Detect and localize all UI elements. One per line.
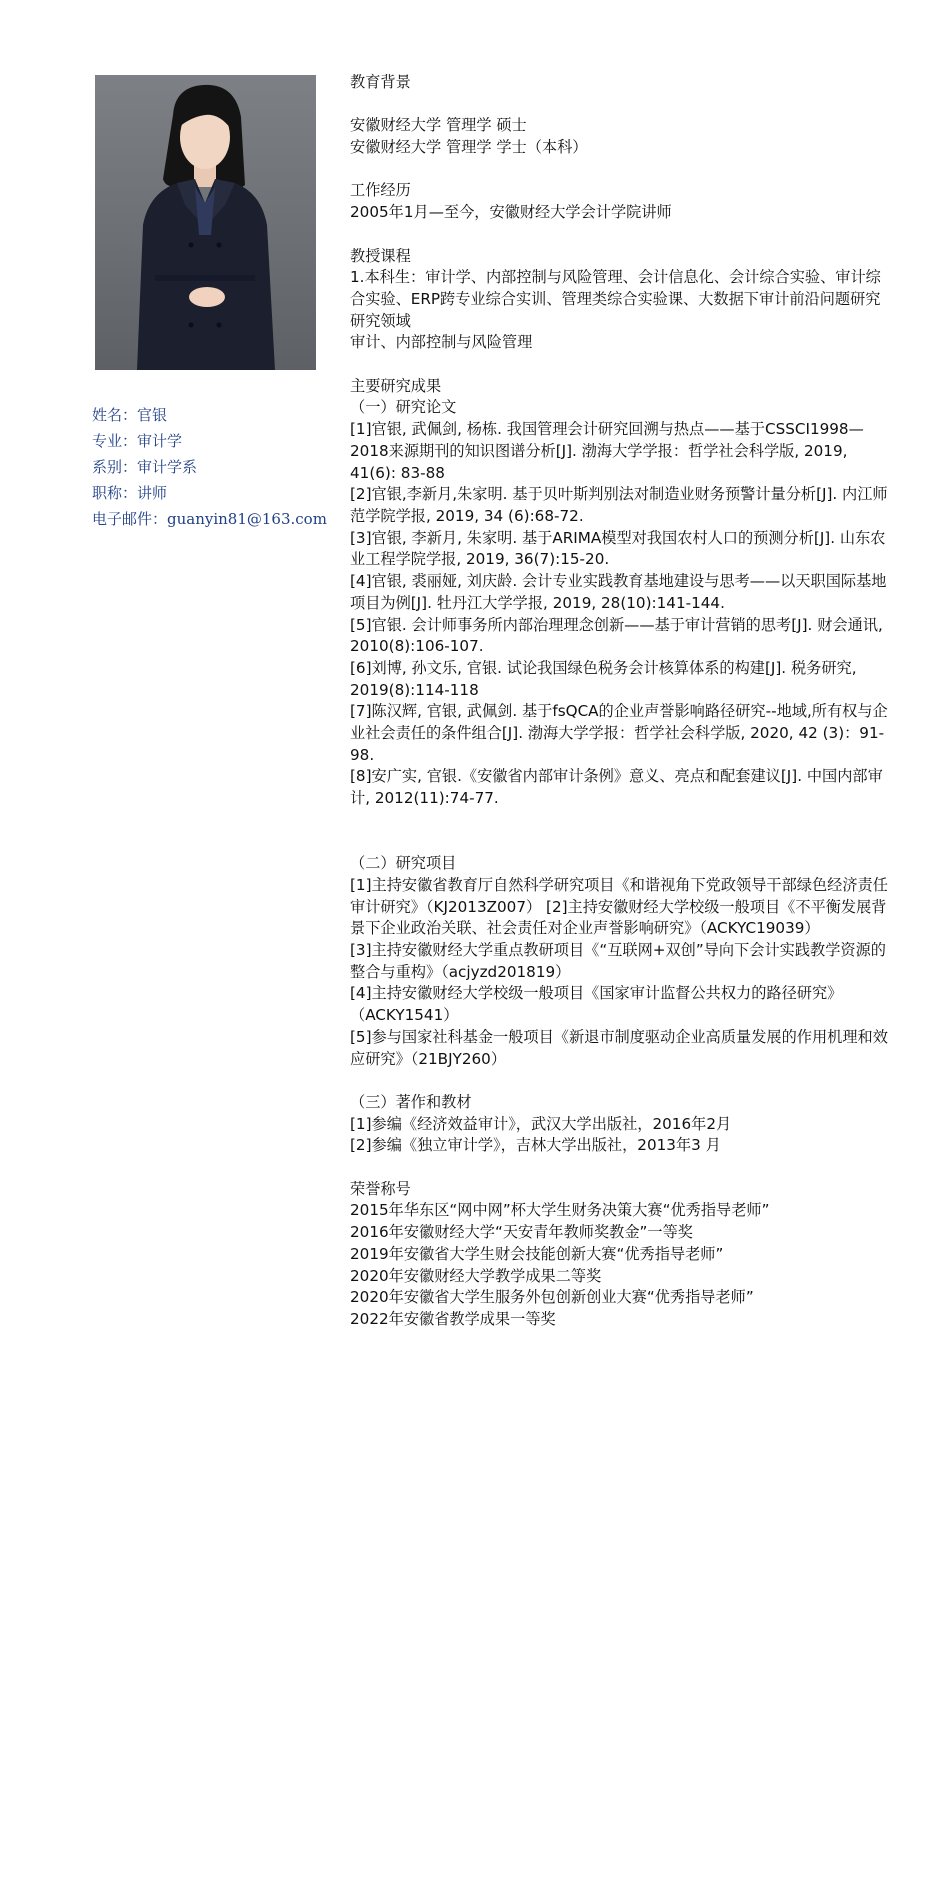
research-field-heading: 研究领域 — [350, 311, 411, 330]
paper-item: [5]官银. 会计师事务所内部治理理念创新——基于审计营销的思考[J]. 财会通讯, 2010(8):106-107. — [350, 615, 883, 656]
book-item: [1]参编《经济效益审计》，武汉大学出版社，2016年2月 — [350, 1114, 732, 1133]
courses-text: 1.本科生：审计学、内部控制与风险管理、会计信息化、会计综合实验、审计综合实验、ERP跨专业综合实训、管理类综合实验课、大数据下审计前沿问题研究 — [350, 268, 881, 308]
courses-heading: 教授课程 — [350, 246, 411, 265]
work-heading: 工作经历 — [350, 181, 411, 200]
work-item: 2005年1月—至今，安徽财经大学会计学院讲师 — [350, 203, 672, 222]
honor-item: 2022年安徽省教学成果一等奖 — [350, 1309, 556, 1328]
profile-email[interactable]: 电子邮件：guanyin81@163.com — [92, 510, 327, 528]
cv-content — [350, 72, 890, 1331]
honor-item: 2015年华东区“网中网”杯大学生财务决策大赛“优秀指导老师” — [350, 1201, 770, 1220]
profile-major: 专业：审计学 — [92, 432, 183, 450]
honor-item: 2019年安徽省大学生财会技能创新大赛“优秀指导老师” — [350, 1244, 724, 1263]
research-field-text: 审计、内部控制与风险管理 — [350, 333, 533, 352]
projects-heading: （二）研究项目 — [350, 854, 457, 873]
education-item: 安徽财经大学 管理学 硕士 — [350, 116, 527, 135]
book-item: [2]参编《独立审计学》，吉林大学出版社，2013年3 月 — [350, 1136, 721, 1155]
profile-department: 系别：审计学系 — [92, 458, 198, 476]
honor-item: 2020年安徽省大学生服务外包创新创业大赛“优秀指导老师” — [350, 1288, 754, 1307]
paper-item: [8]安广实, 官银.《安徽省内部审计条例》意义、亮点和配套建议[J]. 中国内部审计, 2012(11):74-77. — [350, 767, 883, 808]
profile-title: 职称：讲师 — [92, 484, 168, 502]
project-item: [3]主持安徽财经大学重点教研项目《“互联网+双创”导向下会计实践教学资源的整合与重构》（acjyzd201819） — [350, 941, 886, 981]
honor-item: 2020年安徽财经大学教学成果二等奖 — [350, 1266, 602, 1285]
achievements-heading: 主要研究成果 — [350, 376, 442, 395]
portrait-illustration — [95, 75, 316, 370]
honors-heading: 荣誉称号 — [350, 1179, 411, 1198]
paper-item: [1]官银, 武佩剑, 杨栋. 我国管理会计研究回溯与热点——基于CSSCI1998—2018来源期刊的知识图谱分析[J]. 渤海大学学报：哲学社会科学版, 2019, 41(6): 83-88 — [350, 420, 864, 482]
honor-item: 2016年安徽财经大学“天安青年教师奖教金”一等奖 — [350, 1223, 693, 1242]
paper-item: [6]刘博, 孙文乐, 官银. 试论我国绿色税务会计核算体系的构建[J]. 税务研究, 2019(8):114-118 — [350, 658, 857, 699]
books-heading: （三）著作和教材 — [350, 1092, 472, 1111]
education-item: 安徽财经大学 管理学 学士（本科） — [350, 138, 588, 157]
profile-photo — [95, 75, 316, 370]
project-item: [5]参与国家社科基金一般项目《新退市制度驱动企业高质量发展的作用机理和效应研究》（21BJY260） — [350, 1027, 888, 1068]
project-item: [1]主持安徽省教育厅自然科学研究项目《和谐视角下党政领导干部绿色经济责任审计研究》（KJ2013Z007） [2]主持安徽财经大学校级一般项目《不平衡发展背景下企业政治关联、社会责任对企业声誉影响研究》（ACKYC19039） — [350, 875, 888, 938]
profile-name: 姓名：官银 — [92, 406, 168, 424]
education-heading: 教育背景 — [350, 73, 411, 91]
paper-item: [7]陈汉辉, 官银, 武佩剑. 基于fsQCA的企业声誉影响路径研究--地域,所有权与企业社会责任的条件组合[J]. 渤海大学学报：哲学社会科学版, 2020, 42 (3)：91-98. — [350, 702, 888, 764]
project-item: [4]主持安徽财经大学校级一般项目《国家审计监督公共权力的路径研究》（ACKY1541） — [350, 984, 843, 1025]
paper-item: [2]官银,李新月,朱家明. 基于贝叶斯判别法对制造业财务预警计量分析[J]. 内江师范学院学报, 2019, 34 (6):68-72. — [350, 485, 888, 525]
paper-item: [4]官银, 裘丽娅, 刘庆龄. 会计专业实践教育基地建设与思考——以天职国际基地项目为例[J]. 牡丹江大学学报, 2019, 28(10):141-144. — [350, 572, 887, 612]
profile-info — [92, 402, 352, 532]
papers-heading: （一）研究论文 — [350, 398, 457, 417]
paper-item: [3]官银, 李新月, 朱家明. 基于ARIMA模型对我国农村人口的预测分析[J]. 山东农业工程学院学报, 2019, 36(7):15-20. — [350, 528, 886, 569]
